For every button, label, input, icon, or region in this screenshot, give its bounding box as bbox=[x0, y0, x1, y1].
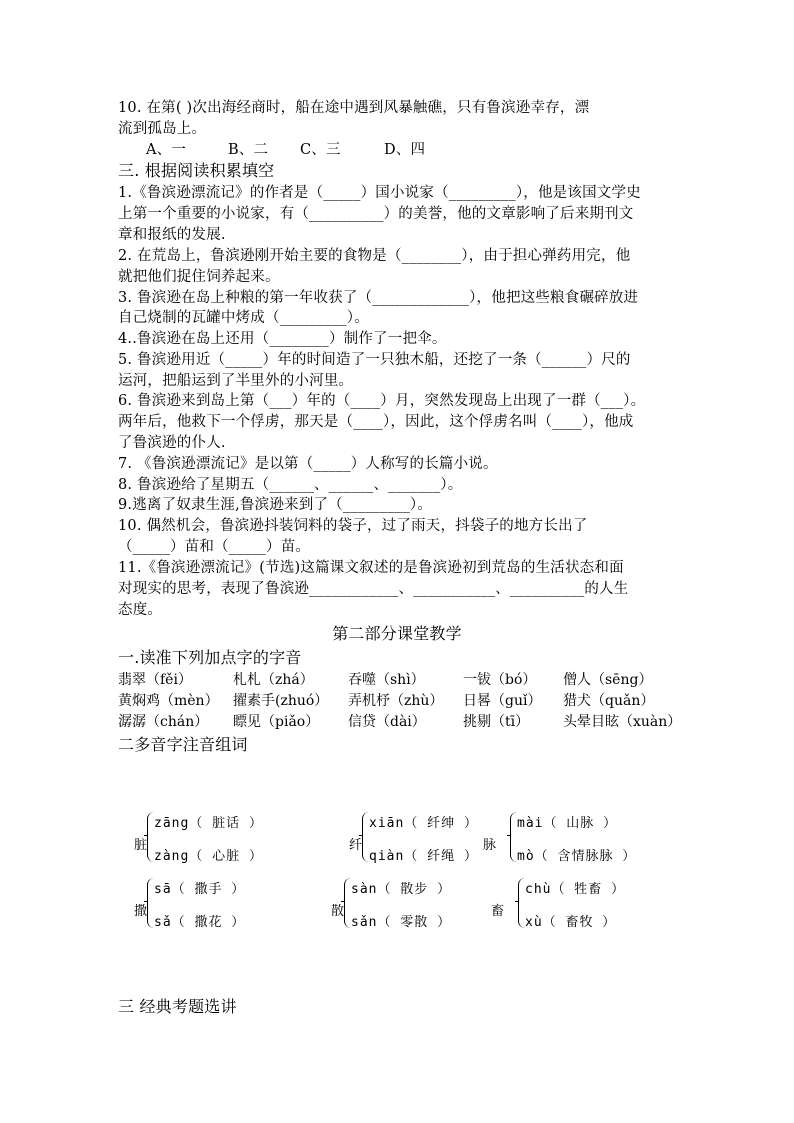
polyphone-reading: xiān（ 纤绅 ） bbox=[369, 816, 478, 831]
option-b: B、二 bbox=[228, 142, 269, 158]
fill-line: 4..鲁滨逊在岛上还用（________）制作了一把伞。 bbox=[118, 331, 447, 347]
q10-options bbox=[146, 140, 706, 160]
fill-line: 章和报纸的发展. bbox=[118, 227, 226, 243]
fill-line: 态度。 bbox=[118, 602, 163, 618]
polyphone-reading: qiàn（ 纤绳 ） bbox=[369, 849, 478, 864]
pronunciation-heading: 一.读准下列加点字的字音 bbox=[118, 648, 302, 667]
fill-line: 了鲁滨逊的仆人. bbox=[118, 435, 226, 451]
polyphone-reading: xù（ 畜牧 ） bbox=[525, 915, 617, 930]
polyphone-char: 畜 bbox=[491, 904, 505, 919]
pron-item: 僧人（sēng） bbox=[563, 672, 653, 688]
pron-item: 瞟见（piǎo） bbox=[233, 714, 320, 730]
pron-item: 猎犬（quǎn） bbox=[563, 693, 655, 709]
section3-heading: 三. 根据阅读积累填空 bbox=[118, 161, 275, 180]
pron-item: 黄焖鸡（mèn） bbox=[118, 693, 219, 709]
q10-line2: 流到孤岛上。 bbox=[118, 121, 207, 137]
pron-item: 挑剔（tī） bbox=[463, 714, 530, 730]
polyphone-reading: mài（ 山脉 ） bbox=[517, 816, 618, 831]
fill-line: 两年后，他救下一个俘虏，那天是（____），因此，这个俘虏名叫（____），他成 bbox=[118, 414, 634, 430]
polyphone-reading: chù（ 牲畜 ） bbox=[525, 882, 626, 897]
fill-line: 就把他们捉住饲养起来。 bbox=[118, 269, 280, 285]
polyphone-char: 散 bbox=[331, 904, 345, 919]
polyphone-reading: sàn（ 散步 ） bbox=[351, 882, 452, 897]
fill-line: 上第一个重要的小说家，有（__________）的美誉，他的文章影响了后来期刊文 bbox=[118, 206, 634, 222]
brace-icon bbox=[362, 812, 369, 862]
pron-item: 潺潺（chán） bbox=[118, 714, 209, 730]
polyphone-char: 脉 bbox=[483, 838, 497, 853]
pronunciation-row bbox=[118, 691, 688, 711]
brace-icon bbox=[518, 878, 525, 928]
fill-line: 5. 鲁滨逊用近（_____）年的时间造了一只独木船，还挖了一条（______）尺的 bbox=[118, 352, 631, 368]
option-d: D、四 bbox=[384, 142, 426, 158]
polyphone-reading: mò（ 含情脉脉 ） bbox=[517, 849, 637, 864]
brace-icon bbox=[147, 878, 154, 928]
option-c: C、三 bbox=[300, 142, 341, 158]
fill-line: （_____）苗和（_____）苗。 bbox=[118, 539, 311, 555]
pron-item: 日晷（guǐ） bbox=[463, 693, 542, 709]
brace-icon bbox=[147, 812, 154, 862]
part2-title: 第二部分课堂教学 bbox=[332, 624, 462, 643]
pronunciation-row bbox=[118, 712, 688, 732]
polyphone-char: 脏 bbox=[134, 838, 148, 853]
pron-item: 头晕目眩（xuàn） bbox=[563, 714, 682, 730]
pron-item: 翡翠（fěi） bbox=[118, 672, 192, 688]
polyphone-reading: sǎ（ 撒花 ） bbox=[154, 915, 246, 930]
fill-line: 对现实的思考，表现了鲁滨逊____________、___________、__________的人生 bbox=[118, 581, 629, 597]
pron-item: 信贷（dài） bbox=[348, 714, 426, 730]
polyphone-reading: zāng（ 脏话 ） bbox=[154, 816, 263, 831]
fill-line: 10. 偶然机会，鲁滨逊抖装饲料的袋子，过了雨天，抖袋子的地方长出了 bbox=[118, 518, 588, 534]
fill-line: 11.《鲁滨逊漂流记》(节选)这篇课文叙述的是鲁滨逊初到荒岛的生活状态和面 bbox=[118, 560, 624, 576]
pron-item: 吞噬（shì） bbox=[348, 672, 425, 688]
fill-line: 自己烧制的瓦罐中烤成（_________）。 bbox=[118, 310, 369, 326]
polyphone-reading: zàng（ 心脏 ） bbox=[154, 849, 263, 864]
pron-item: 擢素手(zhuó） bbox=[233, 693, 329, 709]
fill-line: 6. 鲁滨逊来到岛上第（___）年的（____）月，突然发现岛上出现了一群（___）。 bbox=[118, 393, 646, 409]
fill-line: 9.逃离了奴隶生涯,鲁滨逊来到了（_________）。 bbox=[118, 497, 433, 513]
polyphone-char: 撒 bbox=[134, 904, 148, 919]
fill-line: 8. 鲁滨逊给了星期五（______、______、_______）。 bbox=[118, 477, 463, 493]
fill-line: 2. 在荒岛上，鲁滨逊刚开始主要的食物是（________），由于担心弹药用完，他 bbox=[118, 248, 631, 264]
pron-item: 一钹（bó） bbox=[463, 672, 537, 688]
polyphone-heading: 二多音字注音组词 bbox=[118, 735, 248, 754]
pronunciation-row bbox=[118, 670, 688, 690]
option-a: A、一 bbox=[146, 142, 187, 158]
polyphone-char: 纤 bbox=[349, 838, 363, 853]
fill-line: 运河，把船运到了半里外的小河里。 bbox=[118, 373, 354, 389]
fill-line: 3. 鲁滨逊在岛上种粮的第一年收获了（_____________），他把这些粮食碾碎放进 bbox=[118, 290, 639, 306]
brace-icon bbox=[344, 878, 351, 928]
q10-line1: 10. 在第( )次出海经商时，船在途中遇到风暴触礁，只有鲁滨逊幸存，漂 bbox=[118, 100, 590, 116]
polyphone-reading: sǎn（ 零散 ） bbox=[351, 915, 452, 930]
fill-line: 7. 《鲁滨逊漂流记》是以第（_____）人称写的长篇小说。 bbox=[118, 456, 498, 472]
pron-item: 弄机杼（zhù） bbox=[348, 693, 444, 709]
polyphone-reading: sā（ 撒手 ） bbox=[154, 882, 246, 897]
pron-item: 札札（zhá） bbox=[233, 672, 314, 688]
exam-questions-heading: 三 经典考题选讲 bbox=[118, 997, 237, 1016]
brace-icon bbox=[510, 812, 517, 862]
fill-line: 1.《鲁滨逊漂流记》的作者是（_____）国小说家（_________），他是该国文学史 bbox=[118, 185, 641, 201]
